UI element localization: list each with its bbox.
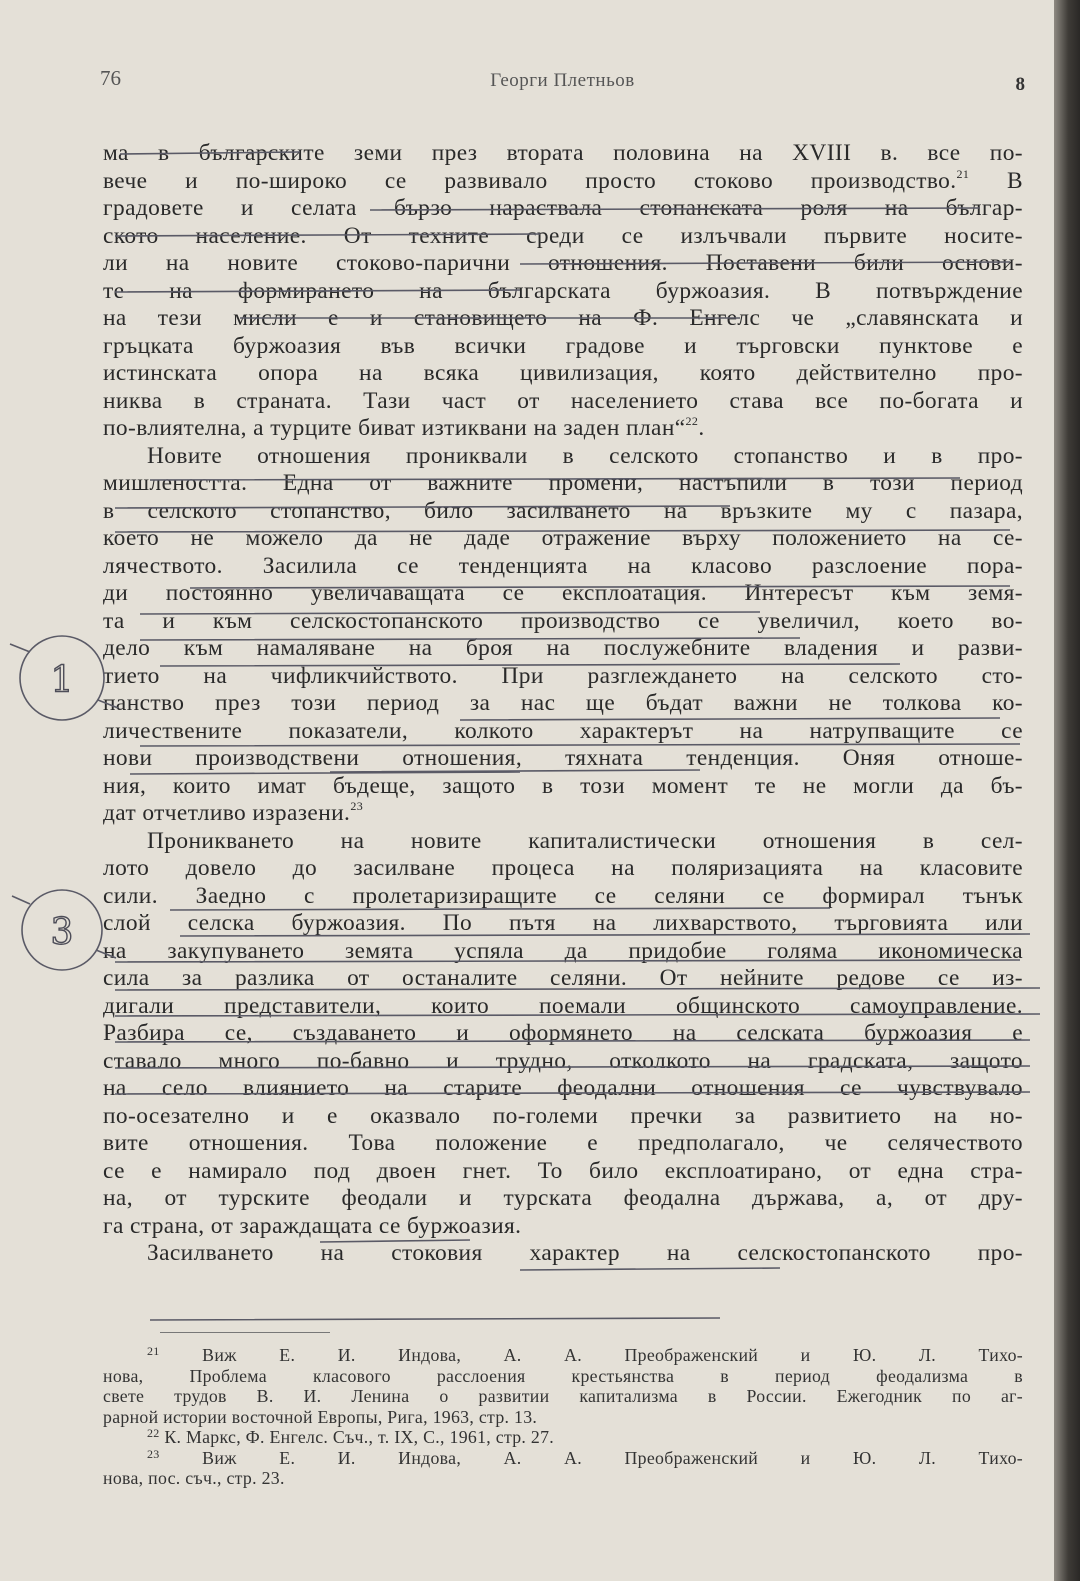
margin-mark-2 — [12, 890, 116, 970]
text-line: слой селска буржоазия. По пътя на лихварството, търговията или — [103, 910, 1023, 936]
footnote-line: свете трудов В. И. Ленина о развитии капитализма в России. Ежегодник по аг- — [103, 1386, 1023, 1406]
text-line: Разбира се, създаването и оформянето на селската буржоазия е — [103, 1020, 1023, 1046]
svg-text:1: 1 — [50, 660, 74, 701]
text-line: на село влиянието на старите феодални отношения се чувствувало — [103, 1075, 1023, 1101]
footnote-divider — [160, 1332, 330, 1333]
footnote-21: $^{21}$ Виж Е. И. Индова, А. А. Преображенский и Ю. Л. Тихо- — [147, 1344, 1023, 1365]
text-line: ма в българските земи през втората половина на XVIII в. все по- — [103, 140, 1023, 166]
text-line: дигали представители, които поемали общинското самоуправление. — [103, 992, 1023, 1019]
text-line: дат отчетливо изразени.$^{23}$ — [103, 799, 364, 826]
text-line: те на формирането на българската буржоазия. В потвърждение — [103, 277, 1023, 304]
page-header — [100, 66, 1025, 106]
text-line: градовете и селата бързо нараствала стопанската роля на българ- — [103, 195, 1023, 221]
text-line: га страна, от зараждащата се буржоазия. — [103, 1212, 522, 1239]
text-line: тието на чифликчийството. При разглеждането на селското сто- — [103, 662, 1023, 689]
text-line: по-осезателно и е оказвало по-големи пречки за развитието на но- — [103, 1102, 1023, 1129]
text-line: ставало много по-бавно и трудно, отколкото на градската, защото — [103, 1047, 1023, 1074]
margin-mark-1 — [10, 636, 118, 720]
text-line: по-влиятелна, а турците биват изтиквани на заден план“$^{22}$. — [103, 414, 705, 441]
text-line: личествените показатели, колкото характерът на натрупващите се — [103, 717, 1023, 744]
footnote-line: нова, пос. съч., стр. 23. — [103, 1468, 285, 1488]
text-line: ското население. От техните среди се излъчвали първите носите- — [103, 222, 1023, 249]
text-line: което не можело да не даде отражение върху положението на се- — [103, 525, 1023, 551]
text-line: ли на новите стоково-парични отношения. Поставени били основи- — [103, 250, 1023, 276]
text-line: на тези мисли е и становището на Ф. Енгелс че „славянската и — [103, 305, 1023, 331]
footnote-ref: 21 — [956, 166, 970, 181]
text-line: се е намирало под двоен гнет. То било експлоатирано, от една стра- — [103, 1157, 1023, 1184]
text-line: мишлеността. Една от важните промени, настъпили в този период — [103, 470, 1023, 496]
text-line: истинската опора на всяка цивилизация, която действително про- — [103, 360, 1023, 386]
text-line: гръцката буржоазия във всички градове и търговски пунктове е — [103, 332, 1023, 359]
text-line: дело към намаляване на броя на послужебните владения и разви- — [103, 635, 1023, 661]
text-line: вите отношения. Това положение е предполагало, че селячеството — [103, 1130, 1023, 1156]
text-line: та и към селскостопанското производство се увеличил, което во- — [103, 607, 1023, 634]
paragraph-start: Проникването на новите капиталистически отношения в сел- — [147, 827, 1023, 854]
text-line: на, от турските феодали и турската феодална държава, а, от дру- — [103, 1185, 1023, 1211]
text-line: нови производствени отношения, тяхната тенденция. Оняя отноше- — [103, 745, 1023, 771]
running-title: Георги Плетньов — [490, 70, 635, 91]
book-spine-edge — [1054, 0, 1080, 1581]
paragraph-start: Засилването на стоковия характер на селскостопанското про- — [147, 1240, 1023, 1266]
footnotes — [103, 1345, 1023, 1489]
footnote-line: нова, Проблема класового расслоения крестьянства в период феодализма в — [103, 1365, 1023, 1386]
text-line: сили. Заедно с пролетаризиращите се селяни се формирал тънък — [103, 882, 1023, 909]
text-line: лячеството. Засилила се тенденцията на класово разслоение пора- — [103, 552, 1023, 579]
svg-text:3: 3 — [50, 912, 74, 953]
paragraph-start: Новите отношения прониквали в селското стопанство и в про- — [147, 442, 1023, 469]
text-line: ния, които имат бъдеще, защото в този момент те не могли да бъ- — [103, 772, 1023, 799]
text-line: в селското стопанство, било засилването на връзките му с пазара, — [103, 497, 1023, 524]
text-line: ди постоянно увеличаващата се експлоатация. Интересът към земя- — [103, 580, 1023, 606]
text-line: лото довело до засилване процеса на поляризацията на класовите — [103, 855, 1023, 881]
text-line: сила за разлика от останалите селяни. От нейните редове се из- — [103, 965, 1023, 991]
footnote-23: $^{23}$ Виж Е. И. Индова, А. А. Преображенский и Ю. Л. Тихо- — [147, 1446, 1023, 1468]
text-line: панство през този период за нас ще бъдат важни не толкова ко- — [103, 690, 1023, 716]
text-line: вече и по-широко се развивало просто стоково производство.$^{21}$ В — [103, 166, 1024, 194]
footnote-ref: 23 — [350, 799, 364, 813]
ink-page-mark: 8 — [1015, 74, 1025, 95]
text-line: никва в страната. Тази част от населението става все по-богата и — [103, 387, 1023, 414]
main-text — [103, 140, 1023, 1268]
page-number: 76 — [100, 66, 121, 90]
footnote-22: $^{22}$ К. Маркс, Ф. Енгелс. Съч., т. IX, С., 1961, стр. 27. — [147, 1426, 555, 1447]
text-line: на закупуването земята успяла да придобие голяма икономическа — [103, 937, 1023, 964]
footnote-line: рарной истории восточной Европы, Рига, 1963, стр. 13. — [103, 1406, 538, 1427]
footnote-ref: 22 — [685, 414, 699, 428]
